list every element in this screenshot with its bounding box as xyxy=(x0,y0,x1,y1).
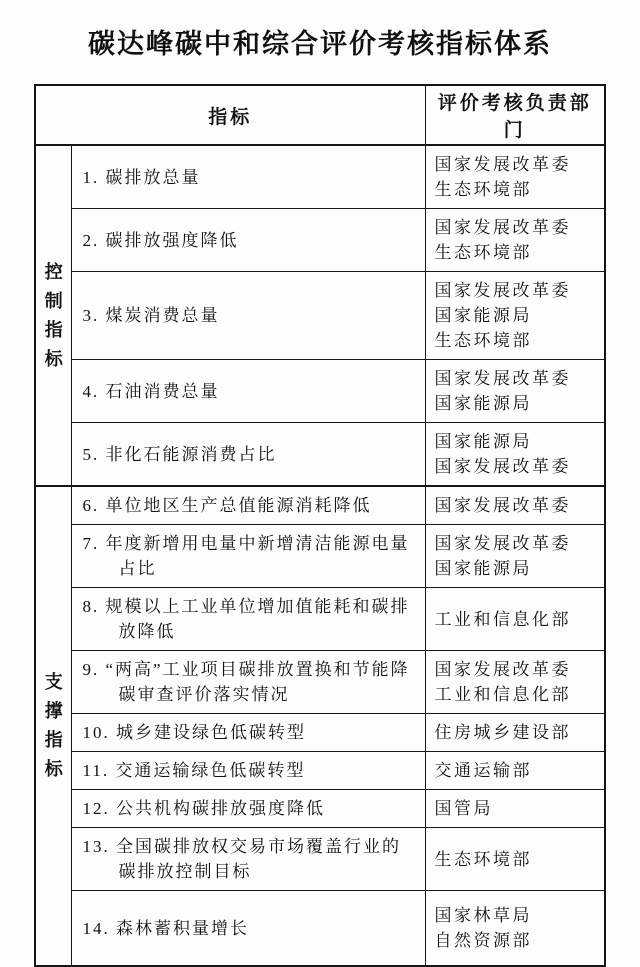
page-title: 碳达峰碳中和综合评价考核指标体系 xyxy=(88,29,552,59)
indicator-cell xyxy=(72,651,425,714)
department-name: 国家发展改革委 xyxy=(434,218,571,237)
category-cell xyxy=(35,486,72,966)
department-name: 国管局 xyxy=(434,799,493,818)
indicator-text: 3. 煤炭消费总量 xyxy=(82,306,220,325)
table-row xyxy=(35,423,605,487)
department-cell xyxy=(425,790,605,828)
indicator-text: 2. 碳排放强度降低 xyxy=(82,230,239,250)
indicator-text: 11. 交通运输绿色低碳转型 xyxy=(82,761,306,780)
indicator-cell xyxy=(72,790,425,828)
indicator-cell xyxy=(72,272,425,360)
department-cell xyxy=(425,209,605,272)
department-name: 国家能源局 xyxy=(434,306,532,325)
department-name: 工业和信息化部 xyxy=(434,609,571,629)
indicator-text: 6. 单位地区生产总值能源消耗降低 xyxy=(82,496,372,515)
department-cell xyxy=(425,588,605,651)
indicator-cell xyxy=(72,145,425,209)
category-cell xyxy=(35,145,72,486)
header-department: 评价考核负责部门 xyxy=(425,85,605,145)
table-row xyxy=(35,525,605,588)
department-cell xyxy=(425,651,605,714)
department-name: 住房城乡建设部 xyxy=(434,723,571,742)
table-row xyxy=(35,145,605,209)
department-name: 国家林草局 xyxy=(434,906,532,925)
department-name: 国家发展改革委 xyxy=(434,660,571,679)
table-row xyxy=(35,651,605,714)
department-name: 国家能源局 xyxy=(434,559,532,578)
indicator-text: 14. 森林蓄积量增长 xyxy=(82,918,249,938)
department-name: 国家发展改革委 xyxy=(434,457,571,476)
department-name: 生态环境部 xyxy=(434,180,532,199)
table-row xyxy=(35,209,605,272)
indicator-text: 10. 城乡建设绿色低碳转型 xyxy=(82,723,306,742)
table-row xyxy=(35,486,605,525)
indicator-text: 8. 规模以上工业单位增加值能耗和碳排放降低 xyxy=(82,597,410,641)
department-cell xyxy=(425,828,605,891)
table-row xyxy=(35,828,605,891)
indicator-text: 5. 非化石能源消费占比 xyxy=(82,444,277,464)
department-name: 国家发展改革委 xyxy=(434,281,571,300)
department-name: 交通运输部 xyxy=(434,761,532,780)
indicator-text: 12. 公共机构碳排放强度降低 xyxy=(82,799,325,818)
category-label: 控制指标 xyxy=(44,261,63,369)
indicator-cell xyxy=(72,714,425,752)
department-name: 国家发展改革委 xyxy=(434,496,571,515)
department-cell xyxy=(425,486,605,525)
header-indicator: 指标 xyxy=(35,85,425,145)
indicator-cell xyxy=(72,828,425,891)
category-label: 支撑指标 xyxy=(44,672,63,779)
indicator-cell xyxy=(72,525,425,588)
indicator-cell xyxy=(72,891,425,967)
indicator-text: 13. 全国碳排放权交易市场覆盖行业的碳排放控制目标 xyxy=(82,837,401,881)
table-header-row xyxy=(35,85,605,145)
department-cell xyxy=(425,145,605,209)
department-cell xyxy=(425,272,605,360)
department-name: 生态环境部 xyxy=(434,849,532,869)
table-body xyxy=(35,145,605,966)
department-cell xyxy=(425,423,605,487)
indicator-cell xyxy=(72,486,425,525)
department-name: 国家发展改革委 xyxy=(434,534,571,553)
department-cell xyxy=(425,891,605,967)
department-name: 国家能源局 xyxy=(434,432,532,451)
table-row xyxy=(35,714,605,752)
table-row xyxy=(35,790,605,828)
indicator-cell xyxy=(72,209,425,272)
department-name: 国家能源局 xyxy=(434,394,532,413)
department-name: 国家发展改革委 xyxy=(434,369,571,388)
table-row xyxy=(35,588,605,651)
table-row xyxy=(35,360,605,423)
indicator-text: 9. “两高”工业项目碳排放置换和节能降碳审查评价落实情况 xyxy=(82,660,410,704)
indicator-cell xyxy=(72,360,425,423)
indicator-cell xyxy=(72,588,425,651)
department-name: 自然资源部 xyxy=(434,931,532,950)
indicator-text: 1. 碳排放总量 xyxy=(82,167,201,187)
department-name: 国家发展改革委 xyxy=(434,155,571,174)
indicator-text: 4. 石油消费总量 xyxy=(82,381,220,401)
department-cell xyxy=(425,525,605,588)
department-name: 工业和信息化部 xyxy=(434,685,571,704)
indicator-table xyxy=(34,84,606,967)
indicator-text: 7. 年度新增用电量中新增清洁能源电量占比 xyxy=(82,534,410,578)
department-name: 生态环境部 xyxy=(434,331,532,350)
indicator-cell xyxy=(72,752,425,790)
indicator-cell xyxy=(72,423,425,487)
department-name: 生态环境部 xyxy=(434,243,532,262)
table-row xyxy=(35,891,605,967)
department-cell xyxy=(425,360,605,423)
table-row xyxy=(35,272,605,360)
table-row xyxy=(35,752,605,790)
department-cell xyxy=(425,714,605,752)
department-cell xyxy=(425,752,605,790)
